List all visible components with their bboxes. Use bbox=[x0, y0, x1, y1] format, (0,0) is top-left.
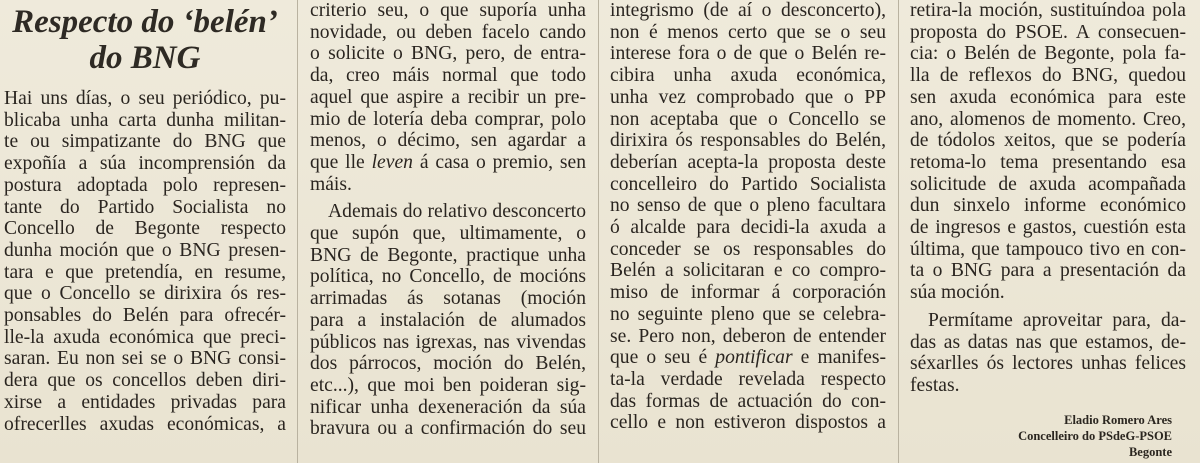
text-line: miso de informar á corporación bbox=[610, 282, 886, 304]
text-line: no seguinte pleno que se celebra- bbox=[610, 303, 886, 325]
text-line: etc...), que moi ben poideran sig- bbox=[310, 374, 586, 396]
text-line: súa moción. bbox=[910, 282, 1005, 304]
paragraph bbox=[4, 88, 286, 435]
text-line: saran. Eu non sei se o BNG consi- bbox=[4, 348, 286, 370]
article-column-2 bbox=[310, 0, 586, 463]
text-line: BNG de Begonte, practique unha bbox=[310, 244, 586, 266]
text-line: Belén a solicitaran e co compro- bbox=[610, 260, 886, 282]
text-line: públicos nas igrexas, nas vivendas bbox=[310, 331, 586, 353]
paragraph bbox=[910, 0, 1186, 304]
text-line: ta-la verdade revelada respecto bbox=[610, 368, 886, 390]
text-line: non é menos certo que se o seu bbox=[610, 21, 886, 43]
paragraph bbox=[310, 201, 586, 440]
text-line: ponsables do Belén para ofrecér- bbox=[4, 305, 286, 327]
text-line: proposta do PSOE. A consecuen- bbox=[910, 21, 1186, 43]
column-divider bbox=[598, 0, 599, 463]
column-divider bbox=[898, 0, 899, 463]
text-line: concelleiro do Partido Socialista bbox=[610, 173, 886, 195]
text-line: que o Concello se dirixira ós res- bbox=[4, 283, 286, 305]
text-line: Permítame aproveitar para, da- bbox=[928, 309, 1186, 331]
text-line: que lle leven á casa o premio, sen bbox=[310, 151, 586, 173]
paragraph bbox=[910, 310, 1186, 397]
text-line: expoñía a súa incomprensión da bbox=[4, 153, 286, 175]
text-line: cia: o Belén de Begonte, pola fa- bbox=[910, 43, 1186, 65]
text-line: lla de reflexos do BNG, quedou bbox=[910, 65, 1186, 87]
text-line: se. Pero non, deberon de entender bbox=[610, 325, 886, 347]
article-headline bbox=[4, 4, 286, 76]
article-column-1 bbox=[4, 0, 286, 463]
text-line: arrimadas ás sotanas (moción bbox=[310, 288, 586, 310]
text-line: dos párrocos, moción do Belén, bbox=[310, 353, 586, 375]
emphasis: leven bbox=[371, 151, 413, 173]
text-line: xirse a entidades privadas para bbox=[4, 391, 286, 413]
emphasis: pontificar bbox=[715, 347, 793, 369]
paragraph bbox=[310, 0, 586, 195]
text-line: de ingresos e gastos, cuestión esta bbox=[910, 217, 1186, 239]
text-line: retira-la moción, sustituíndoa pola bbox=[910, 0, 1186, 21]
column-divider bbox=[297, 0, 298, 463]
headline-line-2: do BNG bbox=[89, 40, 201, 76]
text-line: cibira unha axuda económica, bbox=[610, 65, 886, 87]
text-line: te ou simpatizante do BNG que bbox=[4, 131, 286, 153]
text-line: ofrecerlles axudas económicas, a bbox=[4, 413, 286, 435]
article-column-4 bbox=[910, 0, 1186, 463]
text-line: das as datas nas que estamos, de- bbox=[910, 331, 1186, 353]
text-line: interese fora o de que o Belén re- bbox=[610, 43, 886, 65]
text-line: última, que tampouco tivo en con- bbox=[910, 238, 1186, 260]
text-line: séxarlles ós lectores unhas felices bbox=[910, 353, 1186, 375]
text-line: postura adoptada polo represen- bbox=[4, 174, 286, 196]
text-line: Concello de Begonte respecto bbox=[4, 218, 286, 240]
text-line: mio de lotería deba comprar, polo bbox=[310, 108, 586, 130]
text-line: criterio seu, o que suporía unha bbox=[310, 0, 586, 21]
author-signature bbox=[1018, 412, 1172, 460]
article-column-3 bbox=[610, 0, 886, 463]
text-line: deberían acepta-la proposta deste bbox=[610, 151, 886, 173]
text-line: para a instalación de alumados bbox=[310, 309, 586, 331]
author-name: Eladio Romero Ares bbox=[1064, 413, 1172, 427]
text-line: Hai uns días, o seu periódico, pu- bbox=[4, 88, 286, 109]
text-line: non aceptaba que o Concello se bbox=[610, 108, 886, 130]
text-line: política, no Concello, de mocións bbox=[310, 266, 586, 288]
text-line: Ademais do relativo desconcerto bbox=[328, 201, 586, 223]
text-line: de tódolos xeitos, que se podería bbox=[910, 130, 1186, 152]
text-line: o solicite o BNG, pero, de entra- bbox=[310, 43, 586, 65]
author-place: Begonte bbox=[1128, 445, 1172, 459]
text-line: máis. bbox=[310, 173, 352, 195]
text-line: lle-la axuda económica que preci- bbox=[4, 326, 286, 348]
text-line: blicaba unha carta dunha militan- bbox=[4, 109, 286, 131]
text-line: sen axuda económica para este bbox=[910, 86, 1186, 108]
text-line: solicitude de axuda acompañada bbox=[910, 173, 1186, 195]
text-line: tante do Partido Socialista no bbox=[4, 196, 286, 218]
text-line: nificar unha dexeneración da súa bbox=[310, 396, 586, 418]
text-line: conceder se os responsables do bbox=[610, 238, 886, 260]
text-line: dera que os concellos deben diri- bbox=[4, 370, 286, 392]
text-line: da, creo máis normal que todo bbox=[310, 65, 586, 87]
text-line: ó alcalde para decidi-la axuda a bbox=[610, 217, 886, 239]
text-line: festas. bbox=[910, 374, 960, 396]
text-line: dunha moción que o BNG presen- bbox=[4, 239, 286, 261]
text-line: menos, o décimo, sen agardar a bbox=[310, 130, 586, 152]
text-line: unha vez comprobado que o PP bbox=[610, 86, 886, 108]
text-line: aquel que aspire a recibir un pre- bbox=[310, 86, 586, 108]
text-line: ano, alomenos de momento. Creo, bbox=[910, 108, 1186, 130]
headline-line-1: Respecto do ‘belén’ bbox=[12, 4, 278, 40]
text-line: ta o BNG para a presentación da bbox=[910, 260, 1186, 282]
text-line: tara e que pretendía, en resume, bbox=[4, 261, 286, 283]
text-line: dirixira ós responsables do Belén, bbox=[610, 130, 886, 152]
text-line: retoma-lo tema presentando esa bbox=[910, 151, 1186, 173]
text-line: no senso de que o pleno facultara bbox=[610, 195, 886, 217]
paragraph bbox=[610, 0, 886, 434]
text-line: integrismo (de aí o desconcerto), bbox=[610, 0, 886, 21]
text-line: que supón que, ultimamente, o bbox=[310, 223, 586, 245]
text-line: das formas de actuación do con- bbox=[610, 390, 886, 412]
text-line: que o seu é pontificar e manifes- bbox=[610, 347, 886, 369]
text-line: bravura ou a confirmación do seu bbox=[310, 418, 586, 440]
text-line: dun sinxelo informe económico bbox=[910, 195, 1186, 217]
author-role: Concelleiro do PSdeG-PSOE bbox=[1018, 429, 1172, 443]
text-line: novidade, ou deben facelo cando bbox=[310, 21, 586, 43]
text-line: cello e non estiveron dispostos a bbox=[610, 412, 886, 434]
